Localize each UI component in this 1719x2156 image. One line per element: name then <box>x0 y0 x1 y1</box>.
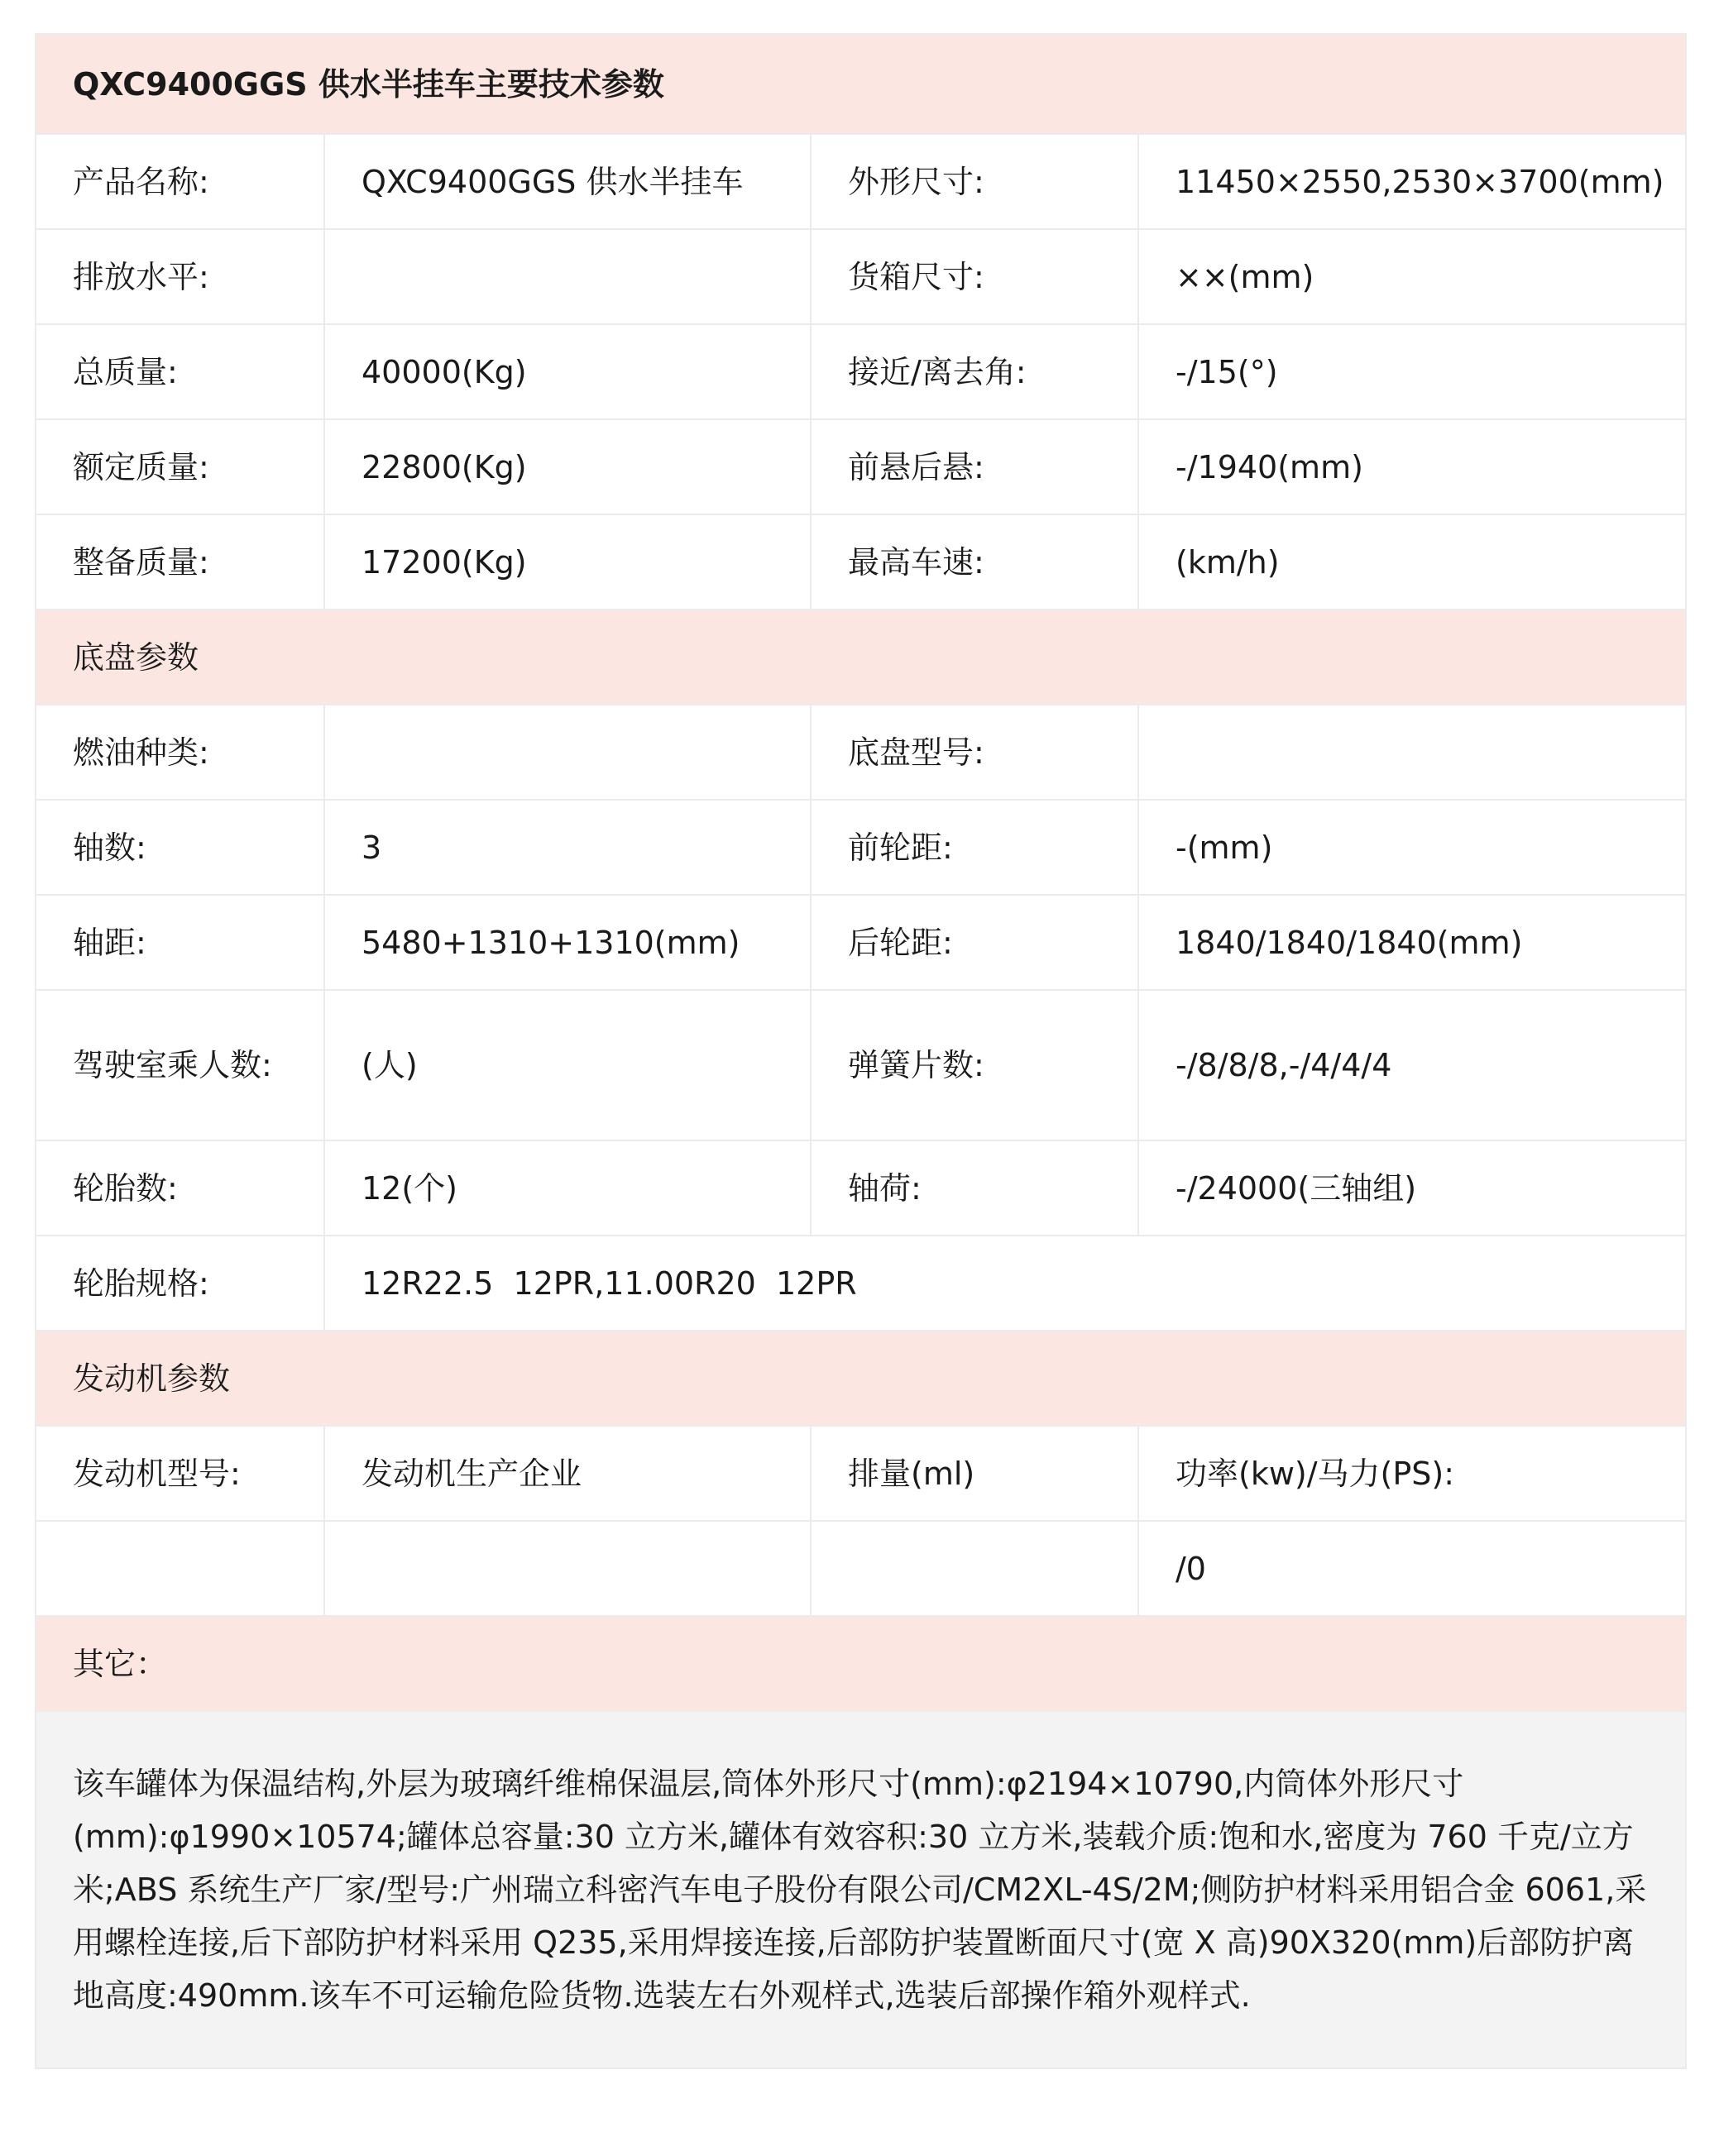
table-row <box>36 324 1686 419</box>
table-row <box>36 134 1686 229</box>
cell-value <box>811 1521 1138 1616</box>
cell-label: 功率(kw)/马力(PS): <box>1138 1426 1686 1521</box>
table-row <box>36 229 1686 324</box>
cell-value: 12R22.5 12PR,11.00R20 12PR <box>324 1236 1686 1331</box>
cell-value: /0 <box>1138 1521 1686 1616</box>
cell-value <box>1138 705 1686 800</box>
cell-value: -/8/8/8,-/4/4/4 <box>1138 990 1686 1140</box>
cell-label: 底盘型号: <box>811 705 1138 800</box>
cell-value: -/24000(三轴组) <box>1138 1140 1686 1236</box>
cell-label: 轮胎数: <box>36 1140 324 1236</box>
cell-label: 外形尺寸: <box>811 134 1138 229</box>
cell-label: 货箱尺寸: <box>811 229 1138 324</box>
cell-value: 5480+1310+1310(mm) <box>324 895 811 990</box>
table-title: QXC9400GGS 供水半挂车主要技术参数 <box>36 34 1686 134</box>
spec-table <box>35 33 1687 2069</box>
title-row <box>36 34 1686 134</box>
cell-label: 燃油种类: <box>36 705 324 800</box>
cell-label: 整备质量: <box>36 514 324 610</box>
engine-section-title: 发动机参数 <box>36 1331 1686 1426</box>
cell-value: -/15(°) <box>1138 324 1686 419</box>
cell-value <box>324 229 811 324</box>
cell-label: 弹簧片数: <box>811 990 1138 1140</box>
cell-label: 最高车速: <box>811 514 1138 610</box>
cell-label: 发动机生产企业 <box>324 1426 811 1521</box>
cell-label: 前轮距: <box>811 800 1138 895</box>
cell-label: 轴数: <box>36 800 324 895</box>
cell-value: -(mm) <box>1138 800 1686 895</box>
cell-value <box>324 705 811 800</box>
cell-label: 前悬后悬: <box>811 419 1138 514</box>
cell-value <box>36 1521 324 1616</box>
cell-value: QXC9400GGS 供水半挂车 <box>324 134 811 229</box>
cell-value: ××(mm) <box>1138 229 1686 324</box>
cell-value <box>324 1521 811 1616</box>
table-row <box>36 895 1686 990</box>
table-row <box>36 990 1686 1140</box>
cell-label: 产品名称: <box>36 134 324 229</box>
table-row <box>36 419 1686 514</box>
table-row <box>36 1521 1686 1616</box>
cell-label: 排放水平: <box>36 229 324 324</box>
other-description: 该车罐体为保温结构,外层为玻璃纤维棉保温层,筒体外形尺寸(mm):φ2194×10790,内筒体外形尺寸(mm):φ1990×10574;罐体总容量:30 立方米,罐体有效容积:30 立方米,装载介质:饱和水,密度为 760 千克/立方米;ABS 系统生产厂家/型号:广州瑞立科密汽车电子股份有限公司/CM2XL-4S/2M;侧防护材料采用铝合金 6061,采用螺栓连接,后下部防护材料采用 Q235,采用焊接连接,后部防护装置断面尺寸(宽 X 高)90X320(mm)后部防护离地高度:490mm.该车不可运输危险货物.选装左右外观样式,选装后部操作箱外观样式. <box>36 1711 1686 2068</box>
cell-value: 12(个) <box>324 1140 811 1236</box>
table-row <box>36 1140 1686 1236</box>
section-header-row <box>36 610 1686 705</box>
cell-label: 额定质量: <box>36 419 324 514</box>
cell-value: -/1940(mm) <box>1138 419 1686 514</box>
cell-label: 后轮距: <box>811 895 1138 990</box>
spec-sheet <box>35 33 1685 2069</box>
cell-label: 驾驶室乘人数: <box>36 990 324 1140</box>
cell-label: 总质量: <box>36 324 324 419</box>
cell-value: 22800(Kg) <box>324 419 811 514</box>
cell-value: (km/h) <box>1138 514 1686 610</box>
cell-label: 发动机型号: <box>36 1426 324 1521</box>
cell-value: 11450×2550,2530×3700(mm) <box>1138 134 1686 229</box>
table-row <box>36 1236 1686 1331</box>
section-header-row <box>36 1616 1686 1711</box>
note-row <box>36 1711 1686 2068</box>
table-row <box>36 705 1686 800</box>
other-section-title: 其它： <box>36 1616 1686 1711</box>
cell-label: 轴距: <box>36 895 324 990</box>
cell-value: 3 <box>324 800 811 895</box>
cell-label: 轴荷: <box>811 1140 1138 1236</box>
cell-value: 17200(Kg) <box>324 514 811 610</box>
chassis-section-title: 底盘参数 <box>36 610 1686 705</box>
cell-label: 排量(ml) <box>811 1426 1138 1521</box>
cell-value: 40000(Kg) <box>324 324 811 419</box>
cell-label: 轮胎规格: <box>36 1236 324 1331</box>
cell-value: 1840/1840/1840(mm) <box>1138 895 1686 990</box>
table-row <box>36 800 1686 895</box>
table-row <box>36 1426 1686 1521</box>
section-header-row <box>36 1331 1686 1426</box>
table-row <box>36 514 1686 610</box>
cell-label: 接近/离去角: <box>811 324 1138 419</box>
cell-value: (人) <box>324 990 811 1140</box>
